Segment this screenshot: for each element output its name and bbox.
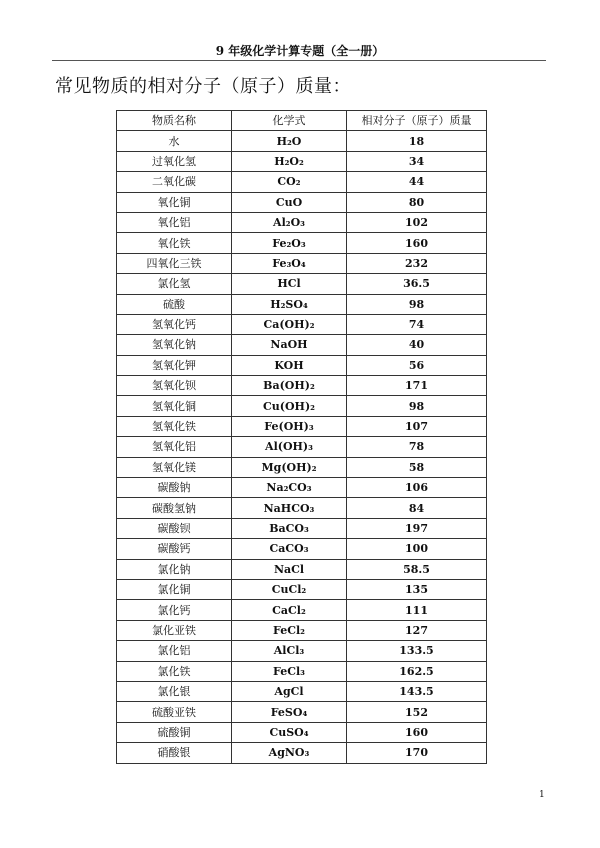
substance-name-cell: 氯化钙	[117, 600, 232, 620]
formula-cell: BaCO₃	[232, 518, 347, 538]
substance-name-cell: 碳酸钙	[117, 539, 232, 559]
substance-name-cell: 氢氧化钠	[117, 335, 232, 355]
table-row	[117, 233, 487, 253]
header-divider	[52, 60, 546, 61]
formula-cell: Fe(OH)₃	[232, 416, 347, 436]
page-header: 9 年级化学计算专题（全一册）	[215, 44, 385, 58]
relative-mass-cell: 162.5	[347, 661, 487, 681]
formula-cell: KOH	[232, 355, 347, 375]
substance-name-cell: 氯化钠	[117, 559, 232, 579]
substance-name-cell: 氢氧化钡	[117, 376, 232, 396]
substance-name-cell: 碳酸钡	[117, 518, 232, 538]
table-row	[117, 192, 487, 212]
table-row	[117, 416, 487, 436]
relative-mass-cell: 135	[347, 579, 487, 599]
formula-cell: CuO	[232, 192, 347, 212]
substance-name-cell: 氧化铝	[117, 212, 232, 232]
relative-mass-cell: 78	[347, 437, 487, 457]
formula-cell: FeCl₃	[232, 661, 347, 681]
relative-mass-cell: 56	[347, 355, 487, 375]
relative-mass-cell: 111	[347, 600, 487, 620]
table-row	[117, 702, 487, 722]
relative-mass-cell: 107	[347, 416, 487, 436]
relative-mass-cell: 127	[347, 620, 487, 640]
page-title: 常见物质的相对分子（原子）质量：	[55, 76, 351, 97]
table-row	[117, 437, 487, 457]
substance-name-cell: 氯化银	[117, 681, 232, 701]
formula-cell: Cu(OH)₂	[232, 396, 347, 416]
substance-name-cell: 氯化氢	[117, 274, 232, 294]
substance-name-cell: 硫酸	[117, 294, 232, 314]
relative-mass-cell: 58.5	[347, 559, 487, 579]
substance-name-cell: 氯化铁	[117, 661, 232, 681]
formula-cell: HCl	[232, 274, 347, 294]
relative-mass-cell: 143.5	[347, 681, 487, 701]
substance-name-cell: 碳酸钠	[117, 478, 232, 498]
substance-name-cell: 过氧化氢	[117, 151, 232, 171]
formula-cell: H₂SO₄	[232, 294, 347, 314]
table-row	[117, 559, 487, 579]
substance-name-cell: 氯化铜	[117, 579, 232, 599]
table-row	[117, 661, 487, 681]
substance-name-cell: 氧化铜	[117, 192, 232, 212]
relative-mass-cell: 197	[347, 518, 487, 538]
relative-mass-cell: 44	[347, 172, 487, 192]
table-row	[117, 151, 487, 171]
formula-cell: Ba(OH)₂	[232, 376, 347, 396]
table-row	[117, 212, 487, 232]
formula-cell: Ca(OH)₂	[232, 314, 347, 334]
formula-cell: Al₂O₃	[232, 212, 347, 232]
relative-mass-cell: 102	[347, 212, 487, 232]
relative-mass-cell: 58	[347, 457, 487, 477]
relative-mass-cell: 106	[347, 478, 487, 498]
substance-name-cell: 四氧化三铁	[117, 253, 232, 273]
relative-mass-table	[116, 110, 487, 764]
substance-name-cell: 氢氧化铝	[117, 437, 232, 457]
table-row	[117, 274, 487, 294]
table-row	[117, 376, 487, 396]
relative-mass-cell: 170	[347, 743, 487, 763]
substance-name-cell: 二氧化碳	[117, 172, 232, 192]
table-row	[117, 457, 487, 477]
relative-mass-cell: 36.5	[347, 274, 487, 294]
relative-mass-cell: 98	[347, 396, 487, 416]
formula-cell: FeCl₂	[232, 620, 347, 640]
substance-name-cell: 硫酸铜	[117, 722, 232, 742]
substance-name-cell: 硫酸亚铁	[117, 702, 232, 722]
table-row	[117, 579, 487, 599]
formula-cell: AlCl₃	[232, 641, 347, 661]
substance-name-cell: 氢氧化铜	[117, 396, 232, 416]
table-row	[117, 518, 487, 538]
substance-name-cell: 氢氧化钙	[117, 314, 232, 334]
table-row	[117, 355, 487, 375]
substance-name-cell: 水	[117, 131, 232, 151]
formula-cell: Fe₃O₄	[232, 253, 347, 273]
substance-name-cell: 氢氧化镁	[117, 457, 232, 477]
table-body	[117, 131, 487, 763]
table-row	[117, 314, 487, 334]
relative-mass-cell: 74	[347, 314, 487, 334]
table-row	[117, 172, 487, 192]
formula-cell: CaCl₂	[232, 600, 347, 620]
table-row	[117, 294, 487, 314]
formula-cell: Na₂CO₃	[232, 478, 347, 498]
table-row	[117, 620, 487, 640]
formula-cell: Al(OH)₃	[232, 437, 347, 457]
relative-mass-cell: 160	[347, 722, 487, 742]
table-row	[117, 478, 487, 498]
relative-mass-cell: 100	[347, 539, 487, 559]
substance-name-cell: 硝酸银	[117, 743, 232, 763]
table-row	[117, 131, 487, 151]
substance-name-cell: 氯化亚铁	[117, 620, 232, 640]
formula-cell: H₂O	[232, 131, 347, 151]
relative-mass-cell: 98	[347, 294, 487, 314]
formula-cell: Fe₂O₃	[232, 233, 347, 253]
formula-cell: Mg(OH)₂	[232, 457, 347, 477]
formula-cell: H₂O₂	[232, 151, 347, 171]
substance-name-cell: 氧化铁	[117, 233, 232, 253]
relative-mass-cell: 232	[347, 253, 487, 273]
table-row	[117, 722, 487, 742]
formula-cell: CaCO₃	[232, 539, 347, 559]
column-header-formula: 化学式	[232, 111, 347, 131]
relative-mass-cell: 80	[347, 192, 487, 212]
table-row	[117, 498, 487, 518]
formula-cell: FeSO₄	[232, 702, 347, 722]
table-row	[117, 396, 487, 416]
formula-cell: AgCl	[232, 681, 347, 701]
formula-cell: CO₂	[232, 172, 347, 192]
column-header-name: 物质名称	[117, 111, 232, 131]
relative-mass-cell: 18	[347, 131, 487, 151]
table-row	[117, 681, 487, 701]
relative-mass-cell: 171	[347, 376, 487, 396]
substance-name-cell: 氢氧化钾	[117, 355, 232, 375]
table-row	[117, 335, 487, 355]
page-number: 1	[539, 790, 545, 800]
table-row	[117, 539, 487, 559]
substance-name-cell: 氢氧化铁	[117, 416, 232, 436]
relative-mass-cell: 34	[347, 151, 487, 171]
table-header-row	[117, 111, 487, 131]
formula-cell: CuSO₄	[232, 722, 347, 742]
relative-mass-cell: 160	[347, 233, 487, 253]
table-row	[117, 253, 487, 273]
relative-mass-cell: 152	[347, 702, 487, 722]
relative-mass-cell: 133.5	[347, 641, 487, 661]
relative-mass-cell: 40	[347, 335, 487, 355]
formula-cell: AgNO₃	[232, 743, 347, 763]
column-header-mass: 相对分子（原子）质量	[347, 111, 487, 131]
formula-cell: NaHCO₃	[232, 498, 347, 518]
substance-name-cell: 氯化铝	[117, 641, 232, 661]
table-row	[117, 641, 487, 661]
table-row	[117, 600, 487, 620]
table-row	[117, 743, 487, 763]
substance-name-cell: 碳酸氢钠	[117, 498, 232, 518]
formula-cell: NaCl	[232, 559, 347, 579]
formula-cell: CuCl₂	[232, 579, 347, 599]
relative-mass-cell: 84	[347, 498, 487, 518]
formula-cell: NaOH	[232, 335, 347, 355]
